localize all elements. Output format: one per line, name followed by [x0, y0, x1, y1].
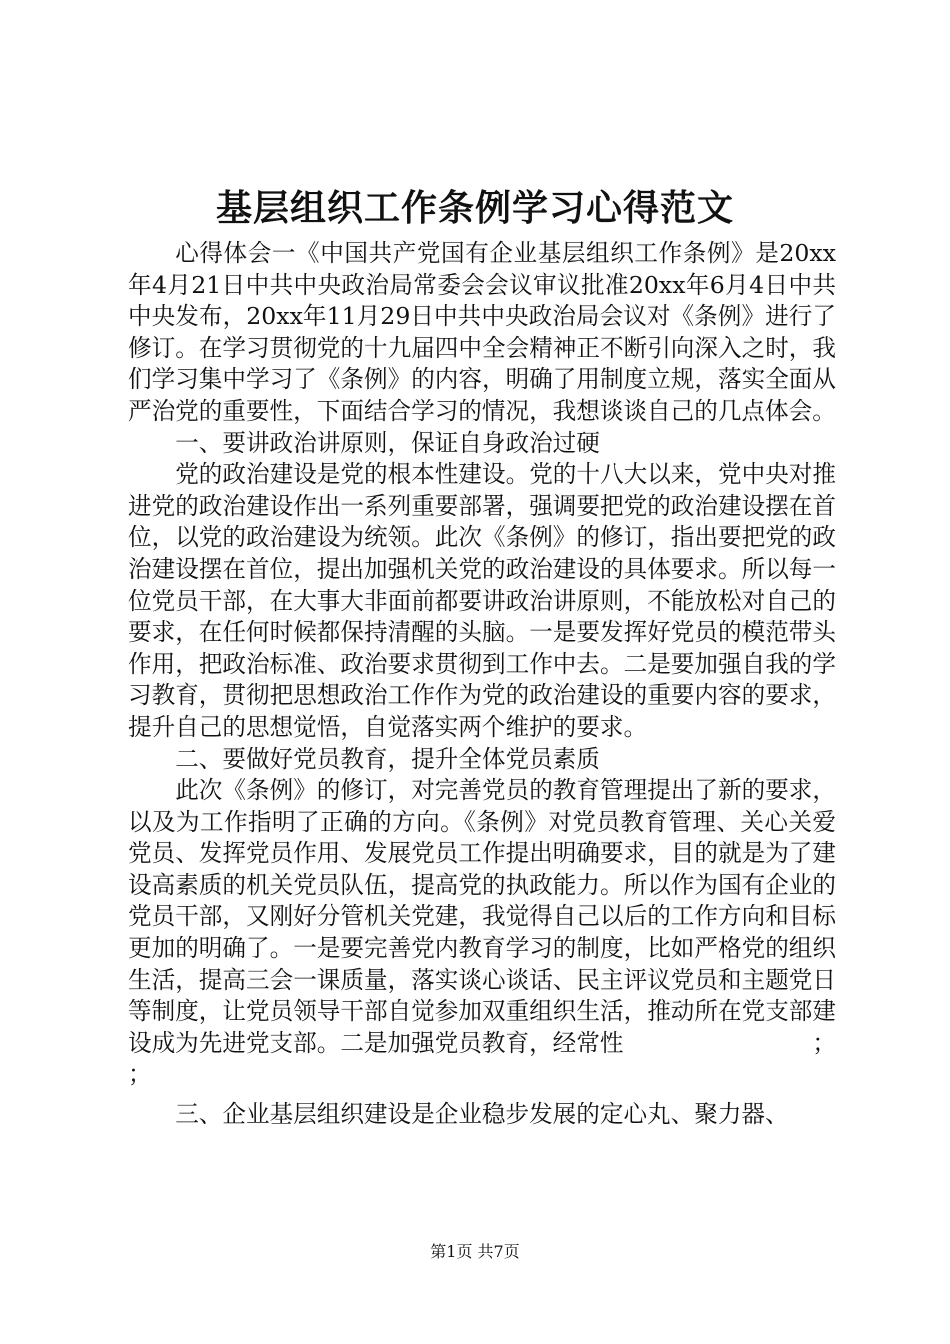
- document-title: 基层组织工作条例学习心得范文: [215, 187, 734, 229]
- section-heading-1: 一、要讲政治讲原则，保证自身政治过硬: [175, 428, 600, 457]
- paragraph-intro: 心得体会一《中国共产党国有企业基层组织工作条例》是20xx年4月21日中共中央政治局常委会会议审议批准20xx年6月4日中共中央发布，20xx年11月29日中共中央政治局会议对《条例》进行了修订。在学习贯彻党的十九届四中全会精神正不断引向深入之时，我们学习集中学习了《条例》的内容，明确了用制度立规，落实全面从严治党的重要性，下面结合学习的情况，我想谈谈自己的几点体会。: [128, 239, 836, 425]
- trailing-semicolon: ；: [812, 1028, 836, 1057]
- semicolon-line: ；: [128, 1060, 152, 1089]
- section-heading-3: 三、企业基层组织建设是企业稳步发展的定心丸、聚力器、: [175, 1100, 789, 1129]
- paragraph-section-2: [128, 775, 836, 1059]
- paragraph-section-2-text: 此次《条例》的修订，对完善党员的教育管理提出了新的要求，以及为工作指明了正确的方向。《条例》对党员教育管理、关心关爱党员、发挥党员作用、发展党员工作提出明确要求，目的就是为了建设高素质的机关党员队伍，提高党的执政能力。所以作为国有企业的党员干部，又刚好分管机关党建，我觉得自己以后的工作方向和目标更加的明确了。一是要完善党内教育学习的制度，比如严格党的组织生活，提高三会一课质量，落实谈心谈话、民主评议党员和主题党日等制度，让党员领导干部自觉参加双重组织生活，推动所在党支部建设成为先进党支部。二是加强党员教育，经常性: [128, 776, 836, 1057]
- document-body: [128, 238, 836, 1131]
- paragraph-section-1: 党的政治建设是党的根本性建设。党的十八大以来，党中央对推进党的政治建设作出一系列重要部署，强调要把党的政治建设摆在首位，以党的政治建设为统领。此次《条例》的修订，指出要把党的政治建设摆在首位，提出加强机关党的政治建设的具体要求。所以每一位党员干部，在大事大非面前都要讲政治讲原则，不能放松对自己的要求，在任何时候都保持清醒的头脑。一是要发挥好党员的模范带头作用，把政治标准、政治要求贯彻到工作中去。二是要加强自我的学习教育，贯彻把思想政治工作作为党的政治建设的重要内容的要求，提升自己的思想觉悟，自觉落实两个维护的要求。: [128, 460, 836, 741]
- page-number-footer: 第1页 共7页: [430, 1242, 520, 1261]
- section-heading-2: 二、要做好党员教育，提升全体党员素质: [175, 744, 600, 773]
